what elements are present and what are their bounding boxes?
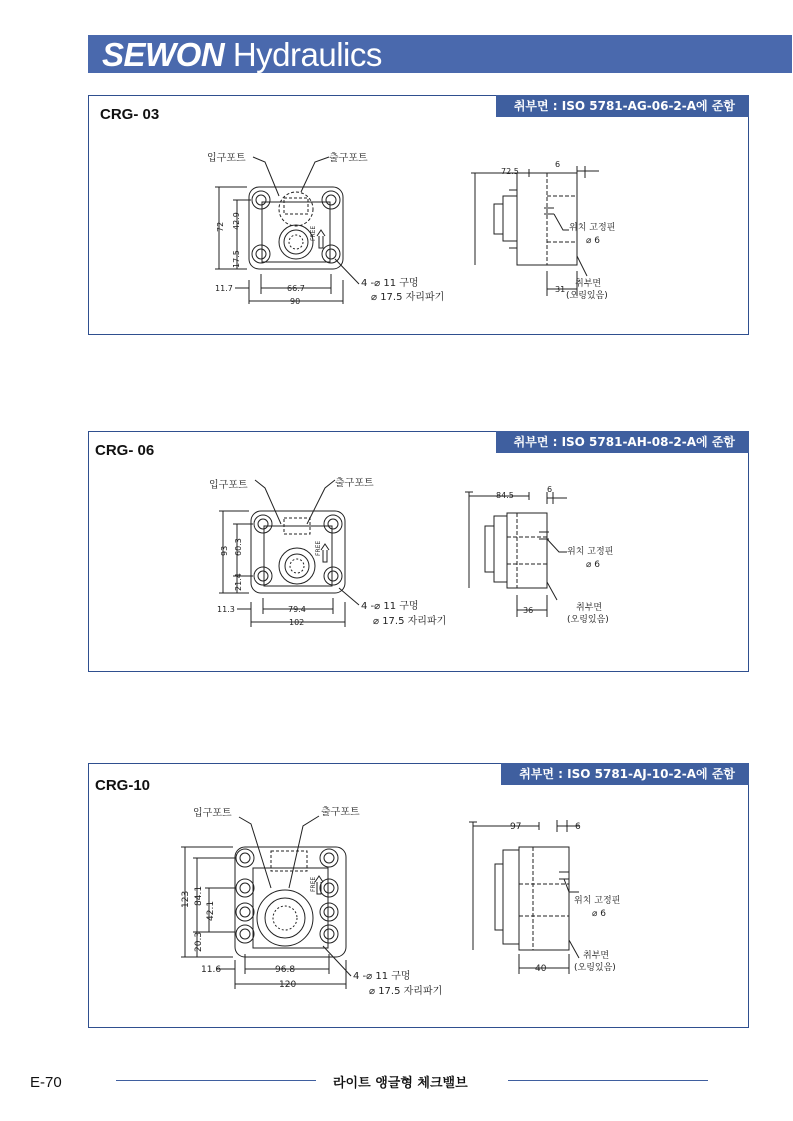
inlet-port-label: 입구포트 <box>193 808 232 819</box>
inlet-port <box>279 548 315 584</box>
mount-note-line2: (오링있음) <box>566 291 608 301</box>
inlet-port-label: 입구포트 <box>207 153 246 164</box>
drawing-panel-crg06 <box>88 431 749 672</box>
dim-edge: 11.7 <box>215 284 233 293</box>
holes-note-line2: ⌀ 17.5 자리파기 <box>371 292 445 303</box>
free-label: FREE <box>310 876 317 892</box>
valve-body-front <box>249 187 343 269</box>
valve-body-side <box>507 513 547 588</box>
drawing-panel-crg10 <box>88 763 749 1028</box>
side-dim-pin: 6 <box>547 485 553 494</box>
drawing-panel-crg03 <box>88 95 749 335</box>
mount-note-line1: 취부면 <box>583 951 610 961</box>
footer-divider-left <box>116 1080 316 1081</box>
inlet-port-label: 입구포트 <box>209 480 248 491</box>
technical-drawing <box>89 432 748 671</box>
holes-note-line1: 4 -⌀ 11 구멍 <box>361 278 419 289</box>
mount-note-line1: 취부면 <box>576 603 603 613</box>
mounting-standard-badge: 취부면 : ISO 5781-AG-06-2-A에 준함 <box>496 95 749 117</box>
mount-note-line1: 취부면 <box>575 279 602 289</box>
mount-note-line2: (오링있음) <box>567 615 609 625</box>
brand-header-bar <box>88 35 792 73</box>
side-dim-depth: 40 <box>535 964 547 974</box>
outlet-port-label: 출구포트 <box>335 478 374 489</box>
dim-pitch: 96.8 <box>275 965 296 975</box>
pin-note-line1: 위치 고정핀 <box>569 223 616 233</box>
dim-edge: 11.3 <box>217 605 235 614</box>
model-title: CRG- 06 <box>95 442 155 459</box>
dim-upper: 42.9 <box>232 212 241 230</box>
free-label: FREE <box>315 540 322 556</box>
dim-height: 72 <box>216 221 225 232</box>
dim-height: 93 <box>220 545 229 556</box>
dim-lower: 17.5 <box>232 250 241 268</box>
page-number: E-70 <box>30 1074 62 1091</box>
dim-edge: 11.6 <box>201 965 222 975</box>
dim-lower: 20.3 <box>194 931 204 952</box>
side-dim-depth: 31 <box>555 285 566 294</box>
mounting-holes <box>236 849 338 943</box>
free-label: FREE <box>310 225 317 241</box>
mounting-standard-badge: 취부면 : ISO 5781-AJ-10-2-A에 준함 <box>501 763 749 785</box>
dim-width: 90 <box>290 297 301 306</box>
holes-note-line1: 4 -⌀ 11 구멍 <box>353 971 411 982</box>
pin-note-line1: 위치 고정핀 <box>574 896 621 906</box>
dim-mid: 42.1 <box>206 900 216 921</box>
pin-note-line1: 위치 고정핀 <box>567 547 614 557</box>
technical-drawing <box>89 764 748 1027</box>
holes-note-line2: ⌀ 17.5 자리파기 <box>369 986 443 997</box>
model-title: CRG-10 <box>95 777 151 794</box>
dim-upper: 60.3 <box>234 538 243 556</box>
side-dim-width: 97 <box>510 822 522 832</box>
dim-height: 123 <box>181 890 191 908</box>
side-dim-pin: 6 <box>575 822 581 832</box>
dim-width: 102 <box>289 618 305 627</box>
dim-pitch: 66.7 <box>287 284 305 293</box>
pin-note-line2: ⌀ 6 <box>586 236 601 246</box>
dim-width: 120 <box>279 980 297 990</box>
side-dim-pin: 6 <box>555 160 561 169</box>
mount-note-line2: (오링있음) <box>574 963 616 973</box>
side-dim-width: 72.5 <box>501 167 519 176</box>
brand-logo: SEWON Hydraulics <box>102 36 382 73</box>
side-dim-width: 84.5 <box>496 491 514 500</box>
dim-lower: 21.4 <box>234 573 243 591</box>
valve-body-side <box>519 847 569 950</box>
dim-pitch: 79.4 <box>288 605 306 614</box>
technical-drawing <box>89 96 748 334</box>
outlet-port-label: 출구포트 <box>321 807 360 818</box>
pin-note-line2: ⌀ 6 <box>586 560 601 570</box>
side-dim-depth: 36 <box>523 606 534 615</box>
holes-note-line1: 4 -⌀ 11 구멍 <box>361 601 419 612</box>
outlet-port-label: 출구포트 <box>329 153 368 164</box>
dim-upper: 84.1 <box>194 885 204 906</box>
footer-divider-right <box>508 1080 708 1081</box>
model-title: CRG- 03 <box>100 106 160 123</box>
holes-note-line2: ⌀ 17.5 자리파기 <box>373 616 447 627</box>
pin-note-line2: ⌀ 6 <box>592 909 607 919</box>
mounting-standard-badge: 취부면 : ISO 5781-AH-08-2-A에 준함 <box>496 431 749 453</box>
footer-title: 라이트 앵글형 체크밸브 <box>333 1076 468 1091</box>
